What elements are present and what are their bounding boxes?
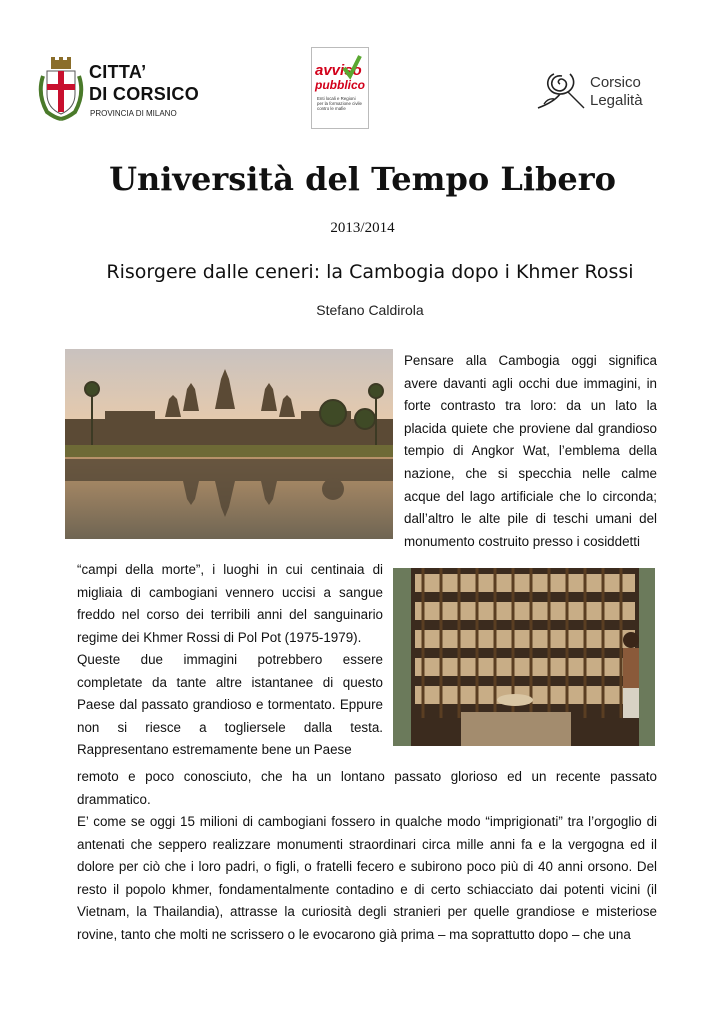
city-crest-icon — [35, 56, 87, 122]
avviso-pubblico-logo — [311, 47, 369, 129]
paragraph-two-images: Queste due immagini potrebbero essere completate da tante altre istantanee di questo Paese dal passato grandioso e tormentato. Eppure non si riesce a togliersele dalla testa. Rappresentano estremamente bene un Paese — [77, 652, 383, 758]
paragraph-intro: Pensare alla Cambogia oggi significa avere davanti agli occhi due immagini, in forte contrasto tra loro: da un lato la placida quiete che proviene dal grandioso tempio di Angkor Wat, l’emblema della nazione, che si specchia nelle calme acque del lago artificiale che lo circonda; dall’altro le alte pile di teschi umani del monumento costruito presso i cosiddetti — [404, 353, 657, 549]
city-logo-subtitle: PROVINCIA DI MILANO — [90, 109, 177, 118]
academic-year: 2013/2014 — [330, 220, 395, 236]
article-subtitle: Risorgere dalle ceneri: la Cambogia dopo i Khmer Rossi — [106, 261, 634, 283]
angkor-wat-photo — [65, 349, 393, 539]
city-logo-line2: DI CORSICO — [89, 84, 200, 104]
legalita-logo-line2: Legalità — [590, 92, 643, 109]
paragraph-imprisoned: E’ come se oggi 15 milioni di cambogiani fossero in qualche modo “imprigionati” tra l’orgoglio di antenati che seppero realizzare monumenti straordinari circa mille anni fa e la vergogna ed il dolore per ciò che i loro padri, o figli, o fratelli fecero e subirono poco più di 40 anni orsono. Del resto il popolo khmer, fondamentalmente contadino e di certo schiacciato dai potenti vicini (il Vietnam, la Thailandia), attrasse la curiosità degli stranieri per quelle grandiose e misteriose rovine, tanto che molti ne scrissero o le evocarono già prima – ma soprattutto dopo – che una — [77, 814, 657, 942]
avviso-logo-word1: avviso — [315, 62, 362, 79]
author-name: Stefano Caldirola — [316, 302, 424, 318]
avviso-logo-word2: pubblico — [315, 78, 365, 92]
avviso-logo-tagline: Enti locali e Regioni per la formazione civile contro le mafie — [317, 96, 362, 111]
rose-icon — [534, 68, 588, 112]
paragraph-killing-fields: “campi della morte”, i luoghi in cui centinaia di migliaia di cambogiani vennero uccisi a sangue freddo nel corso dei terribili anni del sanguinario regime dei Khmer Rossi di Pol Pot (1975-1979). — [77, 562, 383, 645]
paragraph-two-images-continued: remoto e poco conosciuto, che ha un lontano passato glorioso ed un recente passato drammatico. — [77, 769, 657, 807]
city-logo-line1: CITTA’ — [89, 62, 147, 82]
checkmark-icon — [342, 54, 362, 80]
page-title: Università del Tempo Libero — [109, 160, 616, 198]
skull-memorial-photo — [393, 568, 655, 746]
legalita-logo-line1: Corsico — [590, 74, 641, 91]
